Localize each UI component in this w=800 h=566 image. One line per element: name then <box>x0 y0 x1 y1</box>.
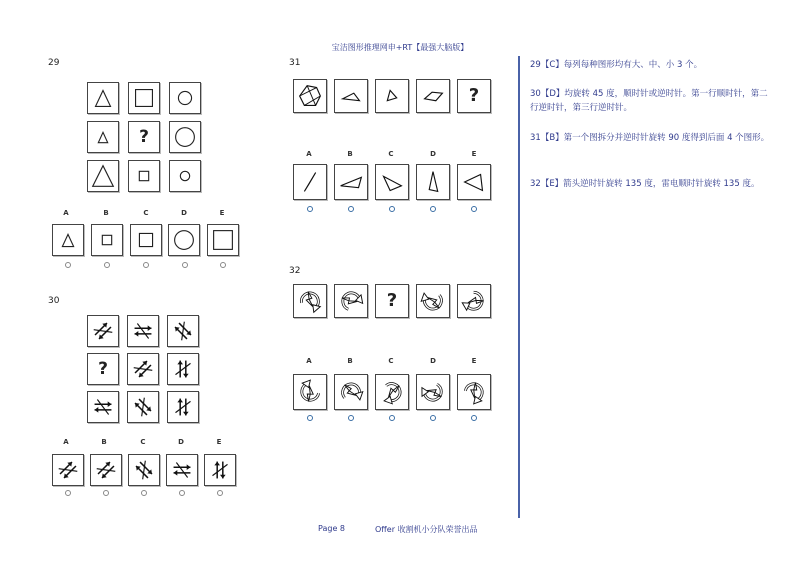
question-29-number: 29 <box>48 58 60 68</box>
answer-29: 29【C】每列每种图形均有大、中、小 3 个。 <box>530 60 703 70</box>
q32-cell-4 <box>416 284 450 318</box>
q32-radio-d[interactable] <box>430 415 436 421</box>
q32-option-d[interactable] <box>416 374 450 410</box>
answer-31: 31【B】第一个图拆分并逆时针旋转 90 度得到后面 4 个图形。 <box>530 133 770 143</box>
question-mark: ? <box>139 127 149 147</box>
page-number: Page 8 <box>318 524 345 533</box>
q32-option-e[interactable] <box>457 374 491 410</box>
q32-option-b[interactable] <box>334 374 368 410</box>
q29-cell-circle-large <box>169 121 201 153</box>
triangle-icon <box>88 161 118 191</box>
arrow-lightning-icon <box>417 285 449 317</box>
q30-cell-question <box>87 353 119 385</box>
double-arrow-icon <box>128 354 158 384</box>
option-label-a: A <box>63 209 69 217</box>
circle-icon <box>169 225 199 255</box>
shape-icon <box>376 165 408 199</box>
q30-option-b[interactable] <box>90 454 122 486</box>
q32-option-a[interactable] <box>293 374 327 410</box>
q29-cell-square-large <box>128 82 160 114</box>
question-mark: ? <box>468 85 480 106</box>
q30-cell-3 <box>167 315 199 347</box>
double-arrow-icon <box>128 316 158 346</box>
q32-radio-e[interactable] <box>471 415 477 421</box>
arrow-lightning-icon <box>458 375 490 409</box>
square-icon <box>129 83 159 113</box>
q30-radio-b[interactable] <box>103 490 109 496</box>
option-label-b: B <box>347 357 353 365</box>
q31-option-d[interactable] <box>416 164 450 200</box>
question-32-number: 32 <box>289 266 301 276</box>
q32-cell-1 <box>293 284 327 318</box>
q29-cell-circle-small <box>169 160 201 192</box>
question-30-number: 30 <box>48 296 60 306</box>
square-icon <box>131 225 161 255</box>
q29-cell-triangle-medium <box>87 82 119 114</box>
shape-icon <box>417 165 449 199</box>
q29-radio-a[interactable] <box>65 262 71 268</box>
triangle-icon <box>88 122 118 152</box>
option-label-a: A <box>63 438 69 446</box>
circle-icon <box>170 161 200 191</box>
option-label-b: B <box>101 438 107 446</box>
option-label-c: C <box>388 357 394 365</box>
q31-radio-a[interactable] <box>307 206 313 212</box>
option-label-b: B <box>103 209 109 217</box>
arrow-lightning-icon <box>458 285 490 317</box>
double-arrow-icon <box>168 316 198 346</box>
shape-icon <box>294 165 326 199</box>
circle-icon <box>170 122 200 152</box>
q30-cell-8 <box>127 391 159 423</box>
option-label-e: E <box>219 209 225 217</box>
q32-cell-2 <box>334 284 368 318</box>
square-icon <box>129 161 159 191</box>
q32-radio-b[interactable] <box>348 415 354 421</box>
double-arrow-icon <box>91 455 121 485</box>
q30-radio-a[interactable] <box>65 490 71 496</box>
q31-option-c[interactable] <box>375 164 409 200</box>
polygon-icon <box>294 80 326 112</box>
shape-icon <box>335 80 367 112</box>
q31-option-a[interactable] <box>293 164 327 200</box>
option-label-a: A <box>306 357 312 365</box>
q31-cell-2 <box>334 79 368 113</box>
q29-option-d[interactable] <box>168 224 200 256</box>
q31-cell-4 <box>416 79 450 113</box>
option-label-d: D <box>430 150 436 158</box>
q31-radio-b[interactable] <box>348 206 354 212</box>
double-arrow-icon <box>205 455 235 485</box>
q29-cell-question <box>128 121 160 153</box>
q30-radio-d[interactable] <box>179 490 185 496</box>
q29-option-b[interactable] <box>91 224 123 256</box>
answer-30: 30【D】均旋转 45 度，顺时针或逆时针。第一行顺时针，第二行逆时针，第三行逆时针。 <box>530 89 768 113</box>
page-header: 宝洁图形推理网申+RT【最强大脑版】 <box>331 43 469 52</box>
shape-icon <box>335 165 367 199</box>
q30-cell-5 <box>127 353 159 385</box>
q31-option-e[interactable] <box>457 164 491 200</box>
q29-cell-circle-medium <box>169 82 201 114</box>
double-arrow-icon <box>167 455 197 485</box>
q31-cell-question <box>457 79 491 113</box>
question-mark: ? <box>386 290 398 311</box>
arrow-lightning-icon <box>335 375 367 409</box>
q29-radio-b[interactable] <box>104 262 110 268</box>
q30-cell-7 <box>87 391 119 423</box>
q29-cell-triangle-small <box>87 121 119 153</box>
q30-option-d[interactable] <box>166 454 198 486</box>
q31-radio-e[interactable] <box>471 206 477 212</box>
arrow-lightning-icon <box>376 375 408 409</box>
option-label-e: E <box>471 357 477 365</box>
q29-option-c[interactable] <box>130 224 162 256</box>
q30-cell-6 <box>167 353 199 385</box>
q32-option-c[interactable] <box>375 374 409 410</box>
square-icon <box>208 225 238 255</box>
q29-cell-square-small <box>128 160 160 192</box>
arrow-lightning-icon <box>417 375 449 409</box>
q30-cell-1 <box>87 315 119 347</box>
double-arrow-icon <box>88 392 118 422</box>
q29-option-e[interactable] <box>207 224 239 256</box>
double-arrow-icon <box>168 354 198 384</box>
double-arrow-icon <box>128 392 158 422</box>
q31-cell-3 <box>375 79 409 113</box>
double-arrow-icon <box>168 392 198 422</box>
answer-32: 32【E】箭头逆时针旋转 135 度，雷电顺时针旋转 135 度。 <box>530 179 760 189</box>
option-label-c: C <box>388 150 394 158</box>
triangle-icon <box>88 83 118 113</box>
option-label-d: D <box>178 438 184 446</box>
q30-option-e[interactable] <box>204 454 236 486</box>
column-divider <box>518 56 520 518</box>
q31-radio-d[interactable] <box>430 206 436 212</box>
q29-option-a[interactable] <box>52 224 84 256</box>
square-icon <box>92 225 122 255</box>
arrow-lightning-icon <box>294 285 326 317</box>
option-label-c: C <box>140 438 146 446</box>
arrow-lightning-icon <box>294 375 326 409</box>
question-mark: ? <box>98 359 108 379</box>
question-31-number: 31 <box>289 58 301 68</box>
q32-radio-c[interactable] <box>389 415 395 421</box>
q32-cell-question <box>375 284 409 318</box>
q30-radio-c[interactable] <box>141 490 147 496</box>
shape-icon <box>376 80 408 112</box>
option-label-e: E <box>216 438 222 446</box>
option-label-e: E <box>471 150 477 158</box>
q30-option-a[interactable] <box>52 454 84 486</box>
shape-icon <box>458 165 490 199</box>
double-arrow-icon <box>129 455 159 485</box>
double-arrow-icon <box>53 455 83 485</box>
option-label-d: D <box>430 357 436 365</box>
option-label-b: B <box>347 150 353 158</box>
arrow-lightning-icon <box>335 285 367 317</box>
q32-radio-a[interactable] <box>307 415 313 421</box>
footer-credit: Offer 收割机小分队荣誉出品 <box>375 525 478 534</box>
q32-cell-5 <box>457 284 491 318</box>
circle-icon <box>170 83 200 113</box>
q30-cell-2 <box>127 315 159 347</box>
shape-icon <box>417 80 449 112</box>
option-label-a: A <box>306 150 312 158</box>
q29-radio-c[interactable] <box>143 262 149 268</box>
q30-radio-e[interactable] <box>217 490 223 496</box>
triangle-icon <box>53 225 83 255</box>
q30-cell-9 <box>167 391 199 423</box>
option-label-d: D <box>181 209 187 217</box>
q31-option-b[interactable] <box>334 164 368 200</box>
q31-radio-c[interactable] <box>389 206 395 212</box>
q31-cell-1 <box>293 79 327 113</box>
q29-radio-e[interactable] <box>220 262 226 268</box>
q29-radio-d[interactable] <box>182 262 188 268</box>
q29-cell-triangle-large <box>87 160 119 192</box>
option-label-c: C <box>143 209 149 217</box>
double-arrow-icon <box>88 316 118 346</box>
q30-option-c[interactable] <box>128 454 160 486</box>
